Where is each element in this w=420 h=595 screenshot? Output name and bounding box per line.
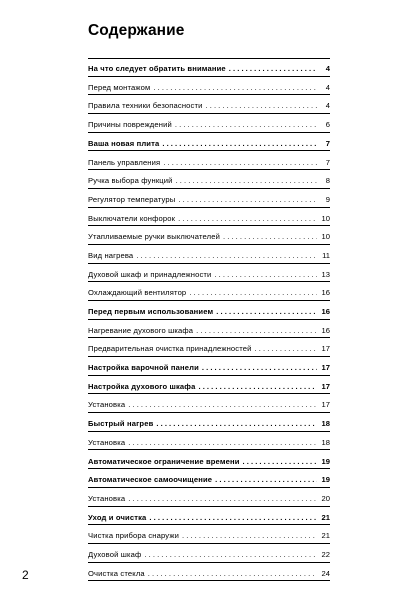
toc-entry-page: 4 [325,64,330,74]
dot-leader [216,308,317,316]
dot-leader [223,233,317,241]
toc-entry-title: Настройка варочной панели [88,363,199,373]
dot-leader [215,476,317,484]
toc-entry-title: Очистка стекла [88,568,145,578]
toc-entry[interactable] [88,264,330,283]
dot-leader [153,84,317,92]
toc-entry-page: 21 [321,531,330,541]
toc-entry-title: На что следует обратить внимание [88,64,226,74]
toc-entry-page: 17 [321,381,330,391]
toc-entry-title: Регулятор температуры [88,194,176,204]
toc-entry[interactable] [88,394,330,413]
dot-leader [214,271,317,279]
table-of-contents [88,58,330,581]
toc-entry-page: 18 [321,437,330,447]
toc-entry-page: 22 [321,549,330,559]
toc-section-heading[interactable] [88,58,330,77]
dot-leader [243,458,317,466]
toc-entry-page: 20 [321,493,330,503]
toc-entry-page: 16 [321,288,330,298]
dot-leader [178,215,317,223]
toc-entry-title: Вид нагрева [88,250,134,260]
toc-entry-title: Уход и очистка [88,512,147,522]
toc-entry-page: 16 [321,307,330,317]
toc-entry[interactable] [88,189,330,208]
toc-entry[interactable] [88,226,330,245]
toc-entry-page: 16 [321,325,330,335]
dot-leader [196,327,317,335]
toc-entry[interactable] [88,208,330,227]
toc-section-heading[interactable] [88,507,330,526]
dot-leader [128,495,317,503]
toc-entry-title: Ваша новая плита [88,138,160,148]
toc-entry-page: 17 [321,400,330,410]
dot-leader [144,551,317,559]
toc-entry-title: Чистка прибора снаружи [88,531,179,541]
dot-leader [255,345,317,353]
toc-entry-title: Перед первым использованием [88,307,214,317]
toc-entry-title: Духовой шкаф [88,549,142,559]
toc-entry-title: Охлаждающий вентилятор [88,288,187,298]
toc-entry-title: Панель управления [88,157,161,167]
toc-section-heading[interactable] [88,450,330,469]
toc-entry-title: Установка [88,400,126,410]
toc-entry[interactable] [88,95,330,114]
toc-entry-page: 24 [321,568,330,578]
dot-leader [178,196,317,204]
toc-section-heading[interactable] [88,301,330,320]
toc-entry-page: 4 [325,101,330,111]
toc-entry[interactable] [88,525,330,544]
toc-entry[interactable] [88,170,330,189]
toc-entry-title: Установка [88,437,126,447]
toc-entry-title: Автоматическое самоочищение [88,475,213,485]
toc-entry[interactable] [88,151,330,170]
toc-entry-page: 7 [325,157,330,167]
dot-leader [163,159,317,167]
dot-leader [128,401,317,409]
toc-section-heading[interactable] [88,357,330,376]
dot-leader [182,532,317,540]
toc-entry-title: Правила техники безопасности [88,101,203,111]
toc-entry[interactable] [88,114,330,133]
toc-entry-title: Перед монтажом [88,82,151,92]
dot-leader [206,102,317,110]
toc-entry-page: 10 [321,232,330,242]
toc-entry-page: 8 [325,176,330,186]
toc-entry-page: 13 [321,269,330,279]
toc-entry-page: 17 [321,344,330,354]
toc-section-heading[interactable] [88,413,330,432]
toc-entry-title: Нагревание духового шкафа [88,325,194,335]
dot-leader [189,289,317,297]
dot-leader [148,570,317,578]
dot-leader [198,383,317,391]
toc-entry[interactable] [88,77,330,96]
toc-entry-page: 19 [321,456,330,466]
dot-leader [128,439,317,447]
toc-entry-page: 7 [325,138,330,148]
toc-entry-title: Причины повреждений [88,120,172,130]
toc-entry[interactable] [88,432,330,451]
toc-entry-page: 11 [322,250,330,260]
toc-entry-title: Автоматическое ограничение времени [88,456,240,466]
toc-entry-title: Ручка выбора функций [88,176,173,186]
toc-entry[interactable] [88,320,330,339]
toc-section-heading[interactable] [88,469,330,488]
toc-entry-title: Быстрый нагрев [88,419,154,429]
toc-section-heading[interactable] [88,133,330,152]
dot-leader [175,121,317,129]
toc-entry-title: Настройка духового шкафа [88,381,196,391]
page-number: 2 [22,568,29,582]
page-title: Содержание [88,22,185,39]
toc-entry-title: Утапливаемые ручки выключателей [88,232,220,242]
toc-entry-page: 6 [325,120,330,130]
dot-leader [176,177,317,185]
dot-leader [202,364,317,372]
toc-entry-page: 4 [325,82,330,92]
dot-leader [229,65,317,73]
toc-entry-title: Предварительная очистка принадлежностей [88,344,252,354]
toc-entry-page: 19 [321,475,330,485]
dot-leader [136,252,317,260]
dot-leader [149,514,317,522]
toc-entry-page: 10 [321,213,330,223]
toc-section-heading[interactable] [88,376,330,395]
toc-entry[interactable] [88,488,330,507]
toc-entry[interactable] [88,245,330,264]
dot-leader [162,140,317,148]
toc-entry-page: 17 [321,363,330,373]
toc-entry[interactable] [88,338,330,357]
toc-entry-title: Установка [88,493,126,503]
toc-entry-title: Выключатели конфорок [88,213,176,223]
toc-entry-page: 21 [321,512,330,522]
toc-entry-page: 18 [321,419,330,429]
toc-entry-page: 9 [325,194,330,204]
dot-leader [156,420,317,428]
toc-entry-title: Духовой шкаф и принадлежности [88,269,212,279]
toc-entry[interactable] [88,282,330,301]
toc-entry[interactable] [88,544,330,563]
toc-entry[interactable] [88,563,330,582]
